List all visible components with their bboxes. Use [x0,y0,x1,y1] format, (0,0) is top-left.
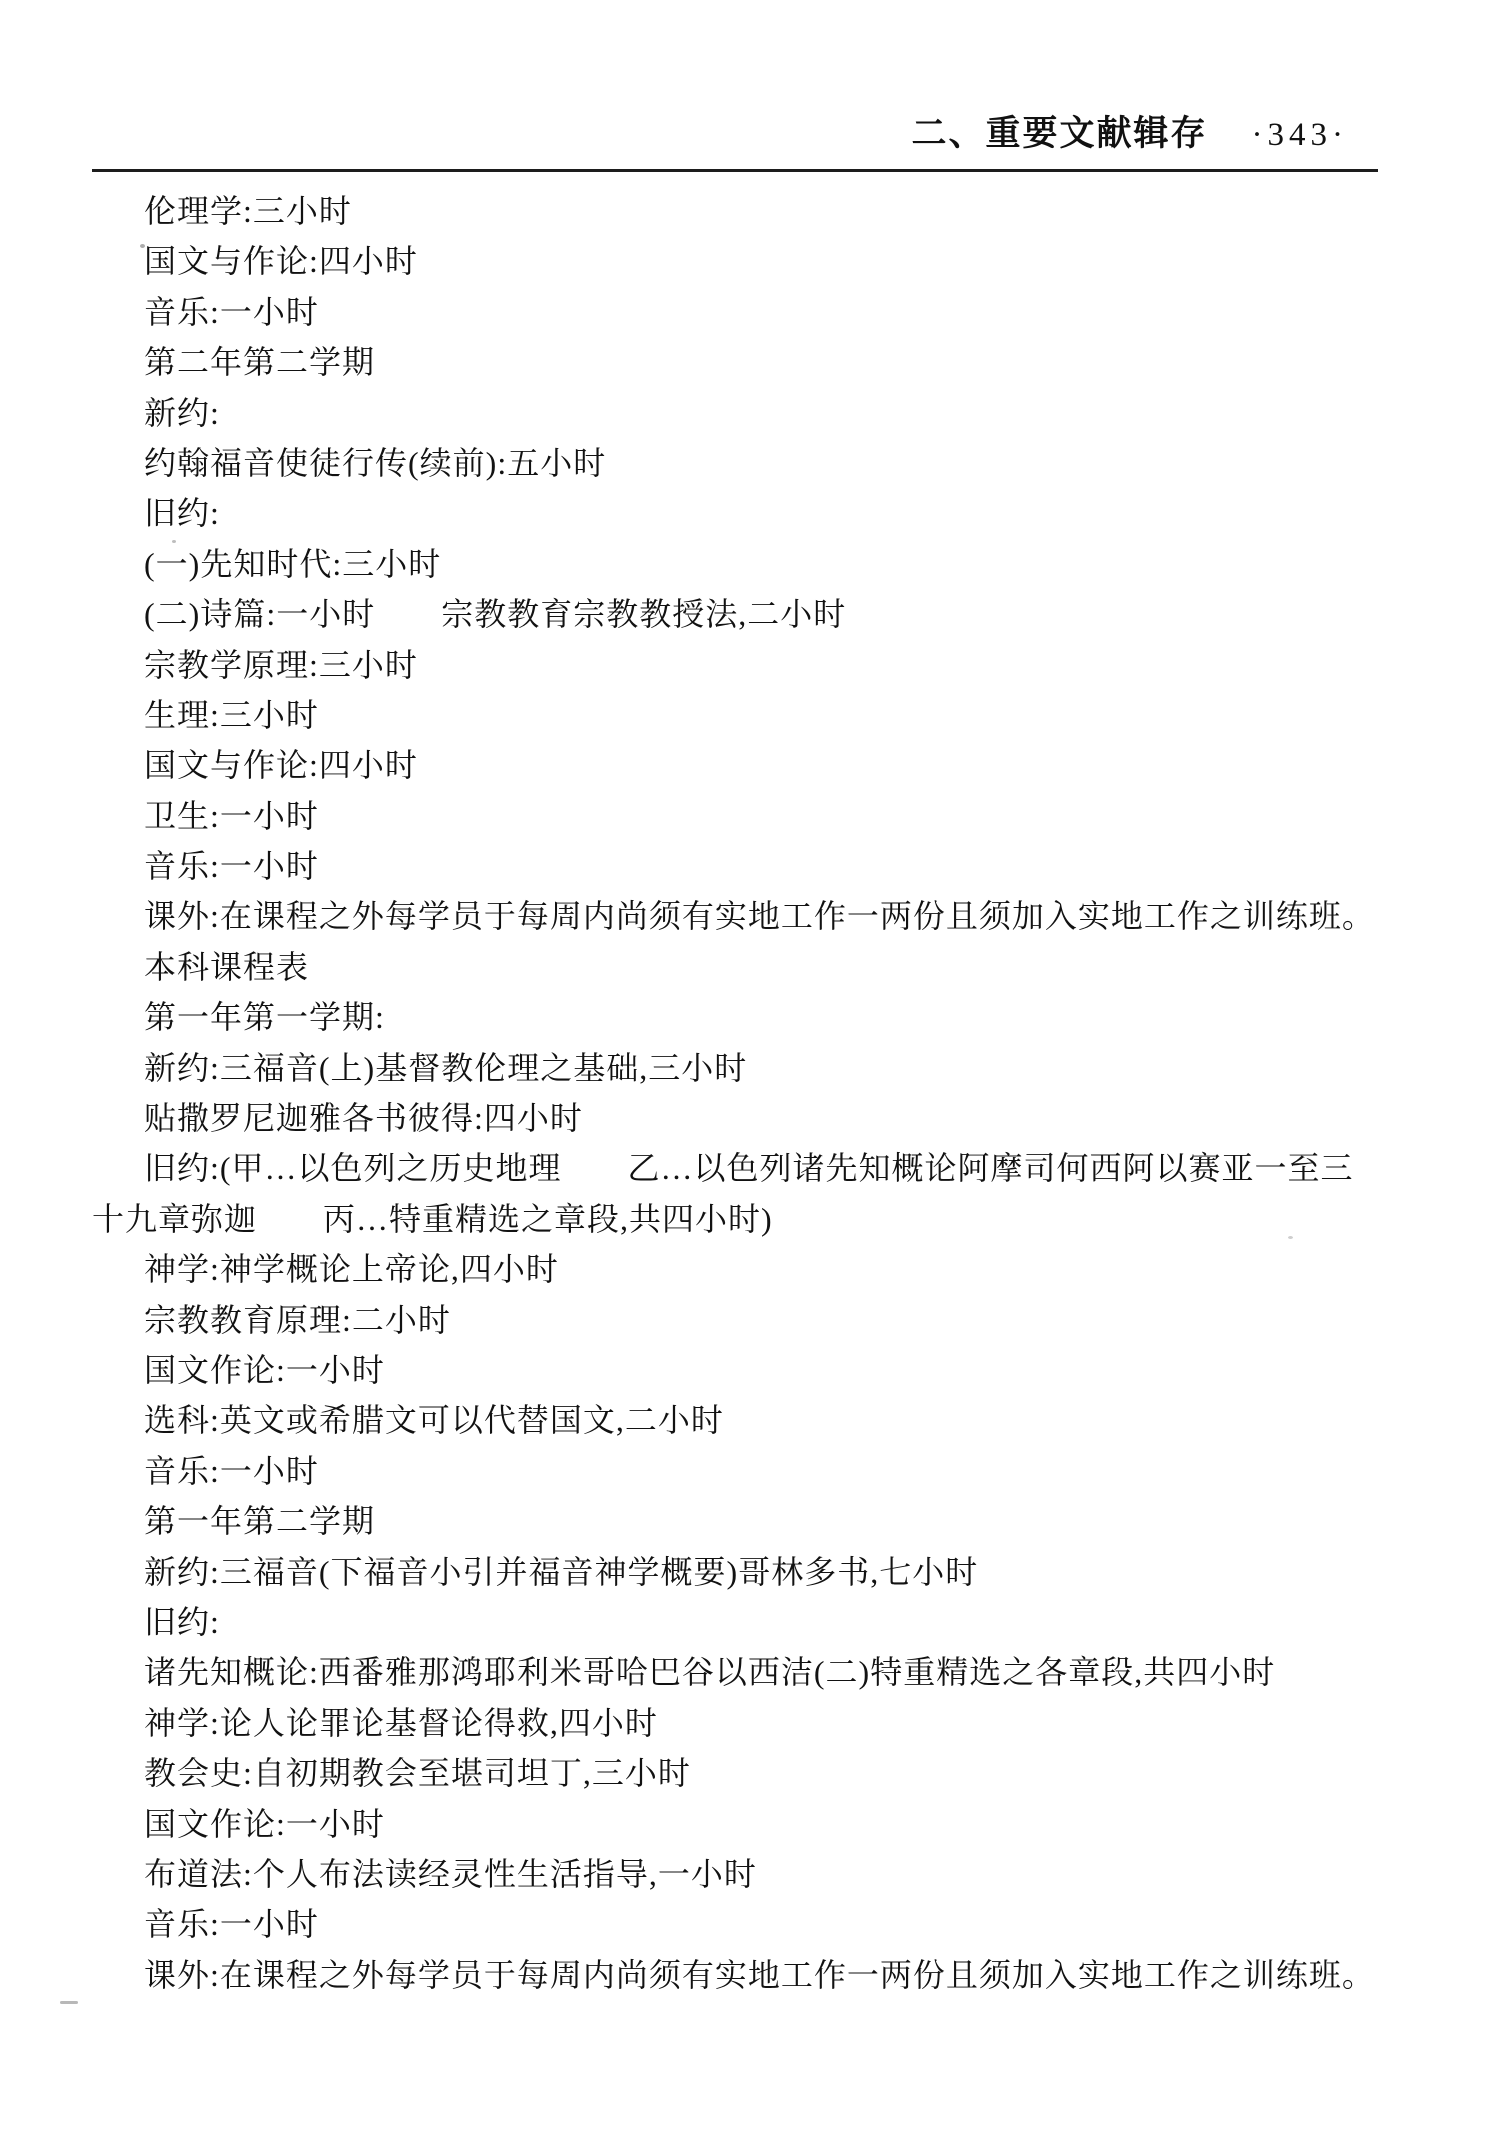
scan-artifact [1288,1236,1293,1239]
text-line: 旧约:(甲…以色列之历史地理 乙…以色列诸先知概论阿摩司何西阿以赛亚一至三 [144,1150,1354,1187]
text-line: 国文作论:一小时 [144,1805,385,1842]
header-rule [92,169,1378,172]
text-line: 宗教教育原理:二小时 [144,1301,451,1338]
text-line: 神学:论人论罪论基督论得救,四小时 [144,1704,658,1741]
text-line: (二)诗篇:一小时 宗教教育宗教教授法,二小时 [144,596,847,633]
text-line: 约翰福音使徒行传(续前):五小时 [144,444,607,481]
text-line: 音乐:一小时 [144,848,319,885]
scan-artifact [140,244,145,248]
scan-artifact [172,540,176,543]
text-line: 新约:三福音(上)基督教伦理之基础,三小时 [144,1049,748,1086]
text-line: 卫生:一小时 [144,797,319,834]
text-line: (一)先知时代:三小时 [144,545,442,582]
text-line: 伦理学:三小时 [144,193,352,229]
text-line: 国文作论:一小时 [144,1351,385,1388]
text-line: 十九章弥迦 丙…特重精选之章段,共四小时) [92,1200,773,1237]
page-number: ·343· [1251,117,1348,153]
text-line: 国文与作论:四小时 [144,243,418,280]
section-title: 二、重要文献辑存 [911,114,1208,153]
text-line: 宗教学原理:三小时 [144,646,418,683]
text-line: 音乐:一小时 [144,1906,319,1943]
text-line: 生理:三小时 [144,696,319,733]
text-line: 旧约: [144,1603,220,1640]
text-line: 教会史:自初期教会至堪司坦丁,三小时 [144,1755,691,1792]
text-line: 课外:在课程之外每学员于每周内尚须有实地工作一两份且须加入实地工作之训练班。 [144,1956,1375,1993]
text-line: 旧约: [144,495,220,532]
text-line: 国文与作论:四小时 [144,747,418,784]
running-head [92,112,1378,163]
scan-artifact [60,2001,78,2004]
text-line: 新约:三福音(下福音小引并福音神学概要)哥林多书,七小时 [144,1553,979,1590]
text-line: 布道法:个人布法读经灵性生活指导,一小时 [144,1855,757,1892]
text-line: 贴撒罗尼迦雅各书彼得:四小时 [144,1100,583,1137]
text-line: 本科课程表 [144,948,310,985]
text-line: 诸先知概论:西番雅那鸿耶利米哥哈巴谷以西洁(二)特重精选之各章段,共四小时 [144,1654,1276,1691]
body-text [92,186,1392,2000]
text-line: 第二年第二学期 [144,344,376,381]
text-line: 神学:神学概论上帝论,四小时 [144,1251,559,1288]
text-line: 新约: [144,394,220,431]
text-line: 选科:英文或希腊文可以代替国文,二小时 [144,1402,724,1439]
text-line: 第一年第一学期: [144,999,385,1036]
text-line: 音乐:一小时 [144,293,319,330]
text-line: 音乐:一小时 [144,1452,319,1489]
text-line: 课外:在课程之外每学员于每周内尚须有实地工作一两份且须加入实地工作之训练班。 [144,898,1375,935]
text-line: 第一年第二学期 [144,1503,376,1540]
